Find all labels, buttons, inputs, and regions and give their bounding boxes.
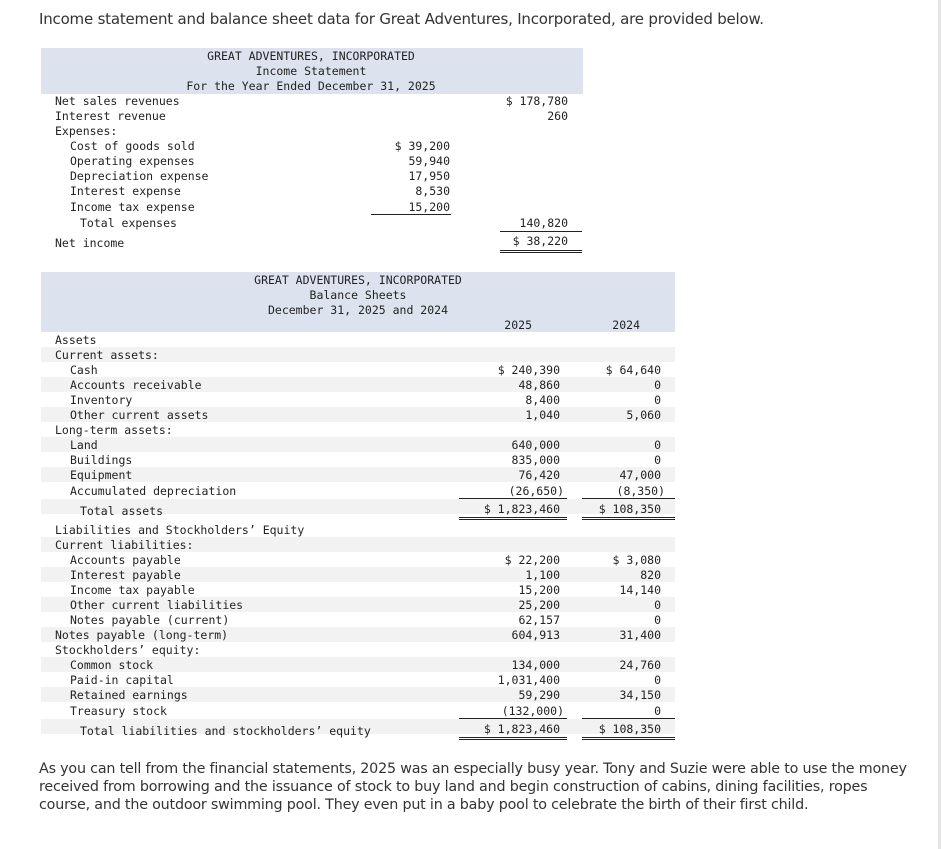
income-row-value: 8,530: [415, 184, 450, 198]
value-2024: 0: [654, 673, 661, 687]
value-2024: 0: [654, 393, 661, 407]
double-underline: [500, 252, 582, 253]
balance-row-label: Income tax payable: [70, 583, 195, 597]
value-2024: 24,760: [619, 658, 661, 672]
income-company-name: GREAT ADVENTURES, INCORPORATED: [207, 49, 415, 63]
balance-company-name: GREAT ADVENTURES, INCORPORATED: [254, 273, 462, 287]
value-2024: 14,140: [619, 583, 661, 597]
balance-period: December 31, 2025 and 2024: [267, 303, 448, 317]
value-2024: 820: [640, 568, 661, 582]
value-2025: 835,000: [511, 453, 560, 467]
income-row-label: Cost of goods sold: [70, 139, 195, 153]
total-rule: [500, 231, 582, 232]
income-row-value: 59,940: [408, 154, 450, 168]
income-row-value: 140,820: [519, 216, 568, 230]
balance-sheet-title: Balance Sheets: [309, 288, 407, 302]
value-2024: 5,060: [626, 408, 661, 422]
balance-row-label: Interest payable: [70, 568, 181, 582]
income-row-value: 15,200: [408, 200, 450, 214]
value-2025: 640,000: [511, 438, 560, 452]
value-2025: 76,420: [518, 468, 560, 482]
value-2024: 0: [654, 704, 661, 718]
value-2024: 0: [654, 613, 661, 627]
double-underline: [459, 519, 567, 520]
value-2024: $ 108,350: [598, 502, 661, 516]
value-2025: 25,200: [518, 598, 560, 612]
balance-row-label: Retained earnings: [70, 688, 188, 702]
value-2025: 1,031,400: [497, 673, 560, 687]
balance-row-label: Total liabilities and stockholders’ equity: [80, 724, 371, 738]
income-row-value: 260: [547, 109, 568, 123]
section-heading: Assets: [55, 333, 97, 347]
value-2025: 8,400: [525, 393, 560, 407]
value-2025: 62,157: [518, 613, 560, 627]
section-heading: Stockholders’ equity:: [55, 643, 201, 657]
value-2024: 0: [654, 438, 661, 452]
value-2025: $ 1,823,460: [483, 722, 560, 736]
double-underline: [582, 739, 675, 740]
section-heading: Long-term assets:: [55, 423, 173, 437]
value-2024: 31,400: [619, 628, 661, 642]
balance-row-label: Common stock: [70, 658, 154, 672]
income-row-value: $ 39,200: [394, 139, 450, 153]
income-row-label: Expenses:: [55, 124, 118, 138]
balance-row-label: Treasury stock: [70, 704, 167, 718]
value-2025: 1,040: [525, 408, 560, 422]
value-2024: (8,350): [616, 484, 665, 498]
balance-row-label: Notes payable (current): [70, 613, 230, 627]
value-2025: $ 1,823,460: [483, 502, 560, 516]
income-statement-title: Income Statement: [255, 64, 367, 78]
balance-row-label: Accounts payable: [70, 553, 181, 567]
subtotal-rule: [459, 498, 567, 499]
value-2025: 48,860: [518, 378, 560, 392]
balance-row-label: Accounts receivable: [70, 378, 202, 392]
value-2025: 15,200: [518, 583, 560, 597]
income-row-value: 17,950: [408, 169, 450, 183]
subtotal-rule: [582, 498, 675, 499]
balance-row-label: Land: [70, 438, 98, 452]
section-heading: Current assets:: [55, 348, 159, 362]
column-header-2025: 2025: [504, 318, 532, 332]
value-2024: 0: [654, 378, 661, 392]
value-2025: 1,100: [525, 568, 560, 582]
value-2024: $ 64,640: [605, 363, 661, 377]
value-2024: $ 3,080: [612, 553, 661, 567]
balance-row-label: Other current assets: [70, 408, 209, 422]
value-2024: 0: [654, 598, 661, 612]
income-row-label: Depreciation expense: [70, 169, 209, 183]
outro-text: As you can tell from the financial statements, 2025 was an especially busy year. Tony and Suzie were able to use the money received from borrowing and the issuance of stock to buy land and begin construction of cabins, dining facilities, ropes course, and the outdoor swimming pool. They even put in a baby pool to celebrate the birth of their first child.: [39, 761, 907, 813]
balance-row-label: Total assets: [80, 504, 164, 518]
intro-text: Income statement and balance sheet data for Great Adventures, Incorporated, are provided below.: [39, 10, 764, 28]
balance-row-label: Cash: [70, 363, 98, 377]
balance-row-label: Other current liabilities: [70, 598, 244, 612]
balance-row-label: Notes payable (long-term): [55, 628, 229, 642]
value-2025: 604,913: [511, 628, 560, 642]
income-row-value: $ 38,220: [512, 234, 568, 248]
column-header-2024: 2024: [612, 318, 640, 332]
double-underline: [582, 517, 675, 518]
income-row-label: Interest expense: [70, 184, 181, 198]
income-period: For the Year Ended December 31, 2025: [186, 79, 436, 93]
double-underline: [500, 250, 582, 251]
value-2024: 0: [654, 453, 661, 467]
double-underline: [459, 739, 567, 740]
value-2024: $ 108,350: [598, 722, 661, 736]
income-row-value: $ 178,780: [505, 94, 568, 108]
balance-row-label: Accumulated depreciation: [70, 484, 237, 498]
double-underline: [459, 517, 567, 518]
value-2025: (26,650): [508, 484, 564, 498]
subtotal-rule: [582, 718, 675, 719]
value-2024: 47,000: [619, 468, 661, 482]
balance-row-label: Paid-in capital: [70, 673, 174, 687]
income-row-label: Net income: [55, 236, 125, 250]
section-heading: Current liabilities:: [55, 538, 194, 552]
balance-row-label: Buildings: [70, 453, 133, 467]
value-2025: (132,000): [501, 704, 564, 718]
section-heading: Liabilities and Stockholders’ Equity: [55, 523, 305, 537]
value-2025: $ 22,200: [504, 553, 560, 567]
subtotal-rule: [371, 214, 451, 215]
balance-row-label: Equipment: [70, 468, 133, 482]
value-2024: 34,150: [619, 688, 661, 702]
double-underline: [459, 737, 567, 738]
subtotal-rule: [459, 718, 567, 719]
value-2025: $ 240,390: [497, 363, 560, 377]
income-row-label: Income tax expense: [70, 200, 195, 214]
balance-row-label: Inventory: [70, 393, 133, 407]
income-row-label: Net sales revenues: [55, 94, 180, 108]
income-row-label: Operating expenses: [70, 154, 195, 168]
value-2025: 134,000: [511, 658, 560, 672]
income-row-label: Interest revenue: [55, 109, 166, 123]
value-2025: 59,290: [518, 688, 560, 702]
double-underline: [582, 519, 675, 520]
income-row-label: Total expenses: [80, 216, 177, 230]
double-underline: [582, 737, 675, 738]
